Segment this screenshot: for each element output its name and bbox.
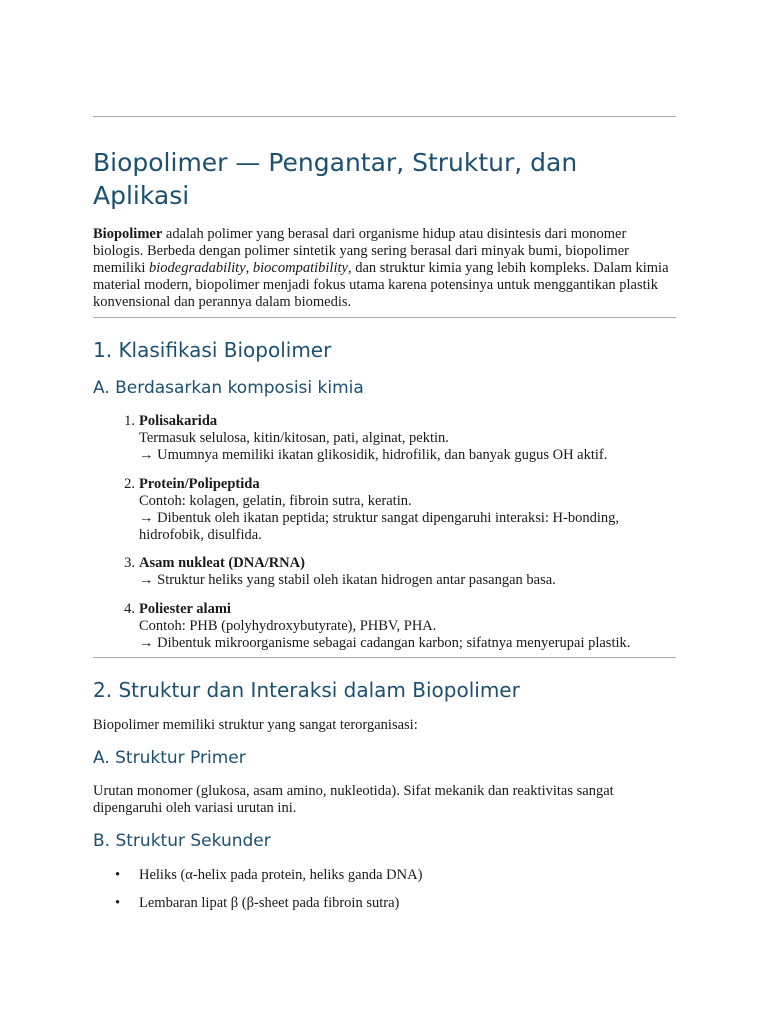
list-item: • Heliks (α-helix pada protein, heliks ganda DNA): [115, 867, 423, 883]
list-item-title: Polisakarida: [139, 413, 218, 429]
bullet-icon: •: [115, 895, 121, 911]
list-item-line: → Struktur heliks yang stabil oleh ikatan hidrogen antar pasangan basa.: [139, 572, 556, 588]
list-item-line: → Dibentuk oleh ikatan peptida; struktur sangat dipengaruhi interaksi: H-bonding,: [139, 510, 620, 526]
section-divider: [93, 317, 676, 318]
top-divider: [93, 116, 676, 117]
list-item: 3. Asam nukleat (DNA/RNA) → Struktur heliks yang stabil oleh ikatan hidrogen antar pasangan basa.: [139, 555, 679, 589]
list-item-line: Contoh: kolagen, gelatin, fibroin sutra, keratin.: [139, 493, 412, 509]
intro-term: Biopolimer: [93, 226, 163, 242]
list-item-title: Asam nukleat (DNA/RNA): [139, 555, 305, 571]
section-divider: [93, 657, 676, 658]
section-2b-heading: B. Struktur Sekunder: [93, 831, 271, 851]
intro-text-2: , dan struktur kimia yang lebih kompleks. Dalam kimia material modern, biopolimer menjadi fokus utama karena potensinya untuk menggantikan plastik konvensional dan perannya dalam biomedis.: [93, 260, 669, 310]
list-item-line: Termasuk selulosa, kitin/kitosan, pati, alginat, pektin.: [139, 430, 449, 446]
section-1-heading: 1. Klasifikasi Biopolimer: [93, 338, 332, 362]
section-2a-text: Urutan monomer (glukosa, asam amino, nukleotida). Sifat mekanik dan reaktivitas sangat dipengaruhi oleh variasi urutan ini.: [93, 783, 614, 816]
list-item-line: hidrofobik, disulfida.: [139, 527, 262, 543]
bullet-icon: •: [115, 867, 121, 883]
list-item: 2. Protein/Polipeptida Contoh: kolagen, gelatin, fibroin sutra, keratin. → Dibentuk oleh ikatan peptida; struktur sangat dipengaruhi interaksi: H-bonding, hidrofobik, disulfida.: [139, 476, 679, 544]
list-item-line: Contoh: PHB (polyhydroxybutyrate), PHBV, PHA.: [139, 618, 437, 634]
list-item: • Lembaran lipat β (β-sheet pada fibroin sutra): [115, 895, 400, 911]
list-item: 4. Poliester alami Contoh: PHB (polyhydroxybutyrate), PHBV, PHA. → Dibentuk mikroorganisme sebagai cadangan karbon; sifatnya menyerupai plastik.: [139, 601, 679, 652]
intro-italic-1: biodegradability: [148, 260, 246, 276]
intro-paragraph: [93, 226, 676, 311]
intro-sep: ,: [245, 260, 253, 276]
page-title: Biopolimer — Pengantar, Struktur, dan Aplikasi: [93, 148, 578, 210]
section-1a-heading: A. Berdasarkan komposisi kimia: [93, 378, 364, 398]
section-2-intro: Biopolimer memiliki struktur yang sangat terorganisasi:: [93, 717, 418, 733]
list-item: 1. Polisakarida Termasuk selulosa, kitin/kitosan, pati, alginat, pektin. → Umumnya memiliki ikatan glikosidik, hidrofilik, dan banyak gugus OH aktif.: [139, 413, 679, 464]
list-item-line: → Umumnya memiliki ikatan glikosidik, hidrofilik, dan banyak gugus OH aktif.: [139, 447, 608, 463]
list-item-line: → Dibentuk mikroorganisme sebagai cadangan karbon; sifatnya menyerupai plastik.: [139, 635, 631, 651]
section-2a-heading: A. Struktur Primer: [93, 748, 246, 768]
intro-text-1: adalah polimer yang berasal dari organisme hidup atau disintesis dari monomer biologis. Berbeda dengan polimer sintetik yang sering berasal dari minyak bumi, biopolimer memiliki: [93, 226, 629, 276]
list-item-title: Protein/Polipeptida: [139, 476, 260, 492]
list-item-title: Poliester alami: [139, 601, 231, 617]
section-2-heading: 2. Struktur dan Interaksi dalam Biopolimer: [93, 678, 520, 702]
intro-italic-2: biocompatibility: [252, 260, 348, 276]
